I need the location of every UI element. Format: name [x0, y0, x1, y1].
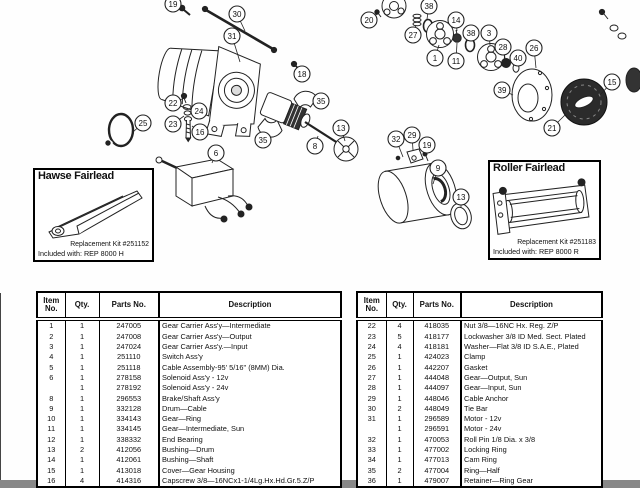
qty: 5 — [386, 331, 413, 341]
parts-no: 412061 — [99, 455, 159, 465]
table-row — [357, 455, 602, 465]
table-row — [357, 393, 602, 403]
part-callout — [427, 45, 443, 66]
item-no: 29 — [357, 393, 386, 403]
table-row — [357, 414, 602, 424]
table-row — [37, 319, 341, 331]
part-callout — [191, 103, 207, 119]
table-row — [37, 393, 341, 403]
svg-text:18: 18 — [297, 69, 307, 79]
qty: 2 — [386, 465, 413, 475]
svg-text:35: 35 — [316, 96, 326, 106]
description: Cable Assembly-95' 5/16" (8MM) Dia. — [159, 362, 341, 372]
col-header-qty: Qty. — [386, 292, 413, 319]
item-no: 2 — [37, 331, 65, 341]
parts-no: 418181 — [413, 342, 461, 352]
parts-no: 278158 — [99, 372, 159, 382]
item-no: 30 — [357, 403, 386, 413]
parts-no: 338332 — [99, 434, 159, 444]
qty: 2 — [386, 403, 413, 413]
item-no: 34 — [357, 455, 386, 465]
roller-fairlead-drawing — [490, 174, 599, 236]
parts-no: 470053 — [413, 434, 461, 444]
qty: 1 — [65, 434, 99, 444]
parts-no: 414316 — [99, 475, 159, 486]
part-callout — [419, 137, 435, 155]
item-no — [357, 424, 386, 434]
description: Brake/Shaft Ass'y — [159, 393, 341, 403]
parts-no: 334145 — [99, 424, 159, 434]
part-callout — [307, 136, 323, 154]
svg-text:14: 14 — [451, 15, 461, 25]
svg-text:8: 8 — [312, 141, 318, 151]
qty: 1 — [65, 455, 99, 465]
sun-gear-part — [502, 59, 511, 68]
item-no: 35 — [357, 465, 386, 475]
table-row — [37, 414, 341, 424]
description: Gear—Input, Sun — [461, 383, 602, 393]
hawse-included-with: Included with: REP 8000 H — [38, 249, 124, 258]
part-callout — [361, 12, 377, 28]
svg-text:25: 25 — [138, 118, 148, 128]
hawse-fairlead-box — [33, 168, 154, 262]
part-callout — [600, 74, 620, 95]
item-no: 10 — [37, 414, 65, 424]
table-row — [357, 319, 602, 331]
parts-no: 424023 — [413, 352, 461, 362]
part-callout — [448, 43, 464, 69]
description: Roll Pin 1/8 Dia. x 3/8 — [461, 434, 602, 444]
item-no: 3 — [37, 342, 65, 352]
parts-no: 442207 — [413, 362, 461, 372]
col-header-parts-no: Parts No. — [99, 292, 159, 319]
parts-no: 412056 — [99, 445, 159, 455]
table-body — [37, 319, 341, 487]
parts-no: 296553 — [99, 393, 159, 403]
table-row — [37, 342, 341, 352]
parts-no: 251118 — [99, 362, 159, 372]
part-callout — [165, 116, 184, 132]
table-row — [37, 372, 341, 382]
svg-text:22: 22 — [168, 98, 178, 108]
item-no: 9 — [37, 403, 65, 413]
table-row — [37, 445, 341, 455]
table-row — [357, 383, 602, 393]
description: End Bearing — [159, 434, 341, 444]
qty: 1 — [65, 352, 99, 362]
table-row — [37, 383, 341, 393]
part-callout — [404, 127, 420, 150]
item-no: 25 — [357, 352, 386, 362]
qty: 1 — [386, 393, 413, 403]
svg-text:3: 3 — [486, 28, 492, 38]
table-row — [37, 424, 341, 434]
part-callout — [405, 25, 421, 43]
qty: 1 — [65, 319, 99, 331]
qty: 1 — [386, 445, 413, 455]
table-row — [357, 465, 602, 475]
gear-housing-cover-part — [561, 79, 607, 125]
qty: 4 — [386, 342, 413, 352]
table-row — [37, 362, 341, 372]
qty: 1 — [65, 383, 99, 393]
qty: 1 — [65, 372, 99, 382]
item-no: 1 — [37, 319, 65, 331]
item-no: 11 — [37, 424, 65, 434]
part-callout — [494, 82, 513, 98]
description: Gasket — [461, 362, 602, 372]
item-no: 23 — [357, 331, 386, 341]
svg-text:1: 1 — [432, 53, 438, 63]
svg-text:24: 24 — [194, 106, 204, 116]
parts-table-right — [356, 291, 603, 488]
svg-text:6: 6 — [213, 148, 219, 158]
description: Clamp — [461, 352, 602, 362]
description: Retainer—Ring Gear — [461, 475, 602, 486]
qty: 1 — [65, 465, 99, 475]
description: Gear—Output, Sun — [461, 372, 602, 382]
roller-included-with: Included with: REP 8000 R — [493, 247, 579, 256]
description: Tie Bar — [461, 403, 602, 413]
clamp-part — [102, 114, 133, 148]
part-callout — [313, 93, 329, 109]
gear-carrier-output-part — [375, 0, 406, 18]
qty: 1 — [386, 455, 413, 465]
svg-text:20: 20 — [364, 15, 374, 25]
qty: 1 — [386, 383, 413, 393]
svg-text:21: 21 — [547, 123, 557, 133]
hawse-replacement-kit: Replacement Kit #251152 — [70, 241, 149, 248]
svg-text:9: 9 — [435, 163, 441, 173]
part-callout — [481, 25, 497, 45]
table-row — [37, 475, 341, 486]
description: Switch Ass'y — [159, 352, 341, 362]
item-no: 6 — [37, 372, 65, 382]
table-row — [37, 403, 341, 413]
item-no: 8 — [37, 393, 65, 403]
description: Solenoid Ass'y - 12v — [159, 372, 341, 382]
table-row — [357, 403, 602, 413]
qty: 1 — [65, 362, 99, 372]
qty: 1 — [386, 362, 413, 372]
page-edge-line — [0, 293, 1, 480]
parts-table-left — [36, 291, 342, 488]
ring-gear-gasket-part — [512, 69, 552, 121]
description: Solenoid Ass'y - 24v — [159, 383, 341, 393]
part-callout — [255, 132, 271, 148]
table-row — [357, 331, 602, 341]
table-row — [357, 362, 602, 372]
col-header-description: Description — [461, 292, 602, 319]
small-fasteners-part — [599, 9, 626, 39]
svg-text:11: 11 — [451, 56, 461, 66]
item-no: 26 — [357, 362, 386, 372]
table-header — [37, 292, 341, 319]
qty: 4 — [386, 319, 413, 331]
parts-no: 477004 — [413, 465, 461, 475]
table-row — [357, 342, 602, 352]
parts-no: 296591 — [413, 424, 461, 434]
svg-text:30: 30 — [232, 9, 242, 19]
qty: 1 — [65, 424, 99, 434]
table-body — [357, 319, 602, 487]
description: Motor - 24v — [461, 424, 602, 434]
item-no: 15 — [37, 465, 65, 475]
drum-part — [372, 149, 462, 233]
svg-text:35: 35 — [258, 135, 268, 145]
part-callout — [133, 115, 151, 132]
qty: 1 — [386, 434, 413, 444]
col-header-item-no: Item No. — [357, 292, 386, 319]
item-no: 24 — [357, 342, 386, 352]
parts-no: 413018 — [99, 465, 159, 475]
table-row — [37, 465, 341, 475]
hawse-fairlead-title: Hawse Fairlead — [38, 170, 114, 182]
parts-no: 477013 — [413, 455, 461, 465]
table-row — [357, 424, 602, 434]
parts-no: 477002 — [413, 445, 461, 455]
item-no: 13 — [37, 445, 65, 455]
qty: 1 — [386, 424, 413, 434]
item-no: 28 — [357, 383, 386, 393]
qty: 1 — [65, 331, 99, 341]
roller-fairlead-title: Roller Fairlead — [493, 162, 565, 174]
svg-text:19: 19 — [168, 0, 178, 9]
parts-no: 448049 — [413, 403, 461, 413]
table-row — [37, 434, 341, 444]
roller-replacement-kit: Replacement Kit #251183 — [517, 239, 596, 246]
svg-text:29: 29 — [407, 130, 417, 140]
description: Cable Anchor — [461, 393, 602, 403]
svg-text:31: 31 — [227, 31, 237, 41]
qty: 1 — [386, 352, 413, 362]
part-callout — [192, 124, 208, 140]
svg-text:15: 15 — [607, 77, 617, 87]
item-no: 33 — [357, 445, 386, 455]
end-bearing-part — [626, 68, 640, 92]
svg-text:16: 16 — [195, 127, 205, 137]
table-row — [37, 455, 341, 465]
part-callout — [294, 66, 310, 82]
parts-no: 448046 — [413, 393, 461, 403]
description: Washer—Flat 3/8 ID S.A.E., Plated — [461, 342, 602, 352]
part-callout — [421, 0, 437, 19]
part-callout — [510, 50, 526, 66]
qty: 1 — [386, 475, 413, 486]
item-no: 36 — [357, 475, 386, 486]
qty: 4 — [65, 475, 99, 486]
col-header-parts-no: Parts No. — [413, 292, 461, 319]
parts-no: 444048 — [413, 372, 461, 382]
roller-fairlead-box — [488, 160, 601, 260]
description: Lockwasher 3/8 ID Med. Sect. Plated — [461, 331, 602, 341]
part-callout — [165, 95, 182, 111]
item-no: 31 — [357, 414, 386, 424]
svg-text:38: 38 — [466, 28, 476, 38]
parts-no: 479007 — [413, 475, 461, 486]
parts-no: 251110 — [99, 352, 159, 362]
svg-text:32: 32 — [391, 134, 401, 144]
part-callout — [544, 114, 566, 136]
item-no: 14 — [37, 455, 65, 465]
svg-text:13: 13 — [336, 123, 346, 133]
qty: 2 — [65, 445, 99, 455]
item-no: 4 — [37, 352, 65, 362]
description: Drum—Cable — [159, 403, 341, 413]
description: Gear Carrier Ass'y.—Input — [159, 342, 341, 352]
svg-text:38: 38 — [424, 1, 434, 11]
item-no: 32 — [357, 434, 386, 444]
description: Cam Ring — [461, 455, 602, 465]
svg-text:13: 13 — [456, 192, 466, 202]
item-no: 27 — [357, 372, 386, 382]
description: Ring—Half — [461, 465, 602, 475]
table-row — [357, 372, 602, 382]
description: Gear Carrier Ass'y—Output — [159, 331, 341, 341]
part-callout — [526, 40, 542, 68]
hawse-fairlead-drawing — [35, 182, 152, 240]
item-no: 12 — [37, 434, 65, 444]
qty: 1 — [65, 393, 99, 403]
description: Capscrew 3/8—16NCx1-1/4Lg.Hx.Hd.Gr.5.Z/P — [159, 475, 341, 486]
parts-no: 247005 — [99, 319, 159, 331]
description: Bushing—Drum — [159, 445, 341, 455]
parts-no: 444097 — [413, 383, 461, 393]
item-no: 16 — [37, 475, 65, 486]
table-row — [357, 434, 602, 444]
qty: 1 — [65, 414, 99, 424]
table-row — [357, 352, 602, 362]
description: Locking Ring — [461, 445, 602, 455]
qty: 1 — [65, 403, 99, 413]
description: Gear Carrier Ass'y—Intermediate — [159, 319, 341, 331]
part-callout — [463, 25, 479, 41]
parts-no: 247008 — [99, 331, 159, 341]
parts-no: 296589 — [413, 414, 461, 424]
description: Cover—Gear Housing — [159, 465, 341, 475]
item-no: 5 — [37, 362, 65, 372]
table-row — [357, 475, 602, 486]
spring-part — [413, 14, 421, 26]
description: Bushing—Shaft — [159, 455, 341, 465]
svg-text:19: 19 — [422, 140, 432, 150]
svg-text:39: 39 — [497, 85, 507, 95]
item-no — [37, 383, 65, 393]
table-row — [357, 445, 602, 455]
qty: 1 — [65, 342, 99, 352]
svg-text:28: 28 — [498, 42, 508, 52]
description: Gear—Intermediate, Sun — [159, 424, 341, 434]
parts-no: 418035 — [413, 319, 461, 331]
col-header-qty: Qty. — [65, 292, 99, 319]
table-header — [357, 292, 602, 319]
col-header-item-no: Item No. — [37, 292, 65, 319]
parts-no: 334143 — [99, 414, 159, 424]
qty: 1 — [386, 372, 413, 382]
svg-text:40: 40 — [513, 53, 523, 63]
table-row — [37, 352, 341, 362]
sun-gear-part — [453, 30, 461, 42]
svg-text:27: 27 — [408, 30, 418, 40]
description: Gear—Ring — [159, 414, 341, 424]
parts-no: 278192 — [99, 383, 159, 393]
item-no: 22 — [357, 319, 386, 331]
parts-no: 332128 — [99, 403, 159, 413]
table-row — [37, 331, 341, 341]
col-header-description: Description — [159, 292, 341, 319]
svg-text:26: 26 — [529, 43, 539, 53]
description: Motor - 12v — [461, 414, 602, 424]
description: Nut 3/8—16NC Hx. Reg. Z/P — [461, 319, 602, 331]
solenoid-part — [156, 157, 252, 222]
parts-no: 247024 — [99, 342, 159, 352]
part-callout — [388, 131, 404, 157]
parts-no: 418177 — [413, 331, 461, 341]
qty: 1 — [386, 414, 413, 424]
svg-text:23: 23 — [168, 119, 178, 129]
